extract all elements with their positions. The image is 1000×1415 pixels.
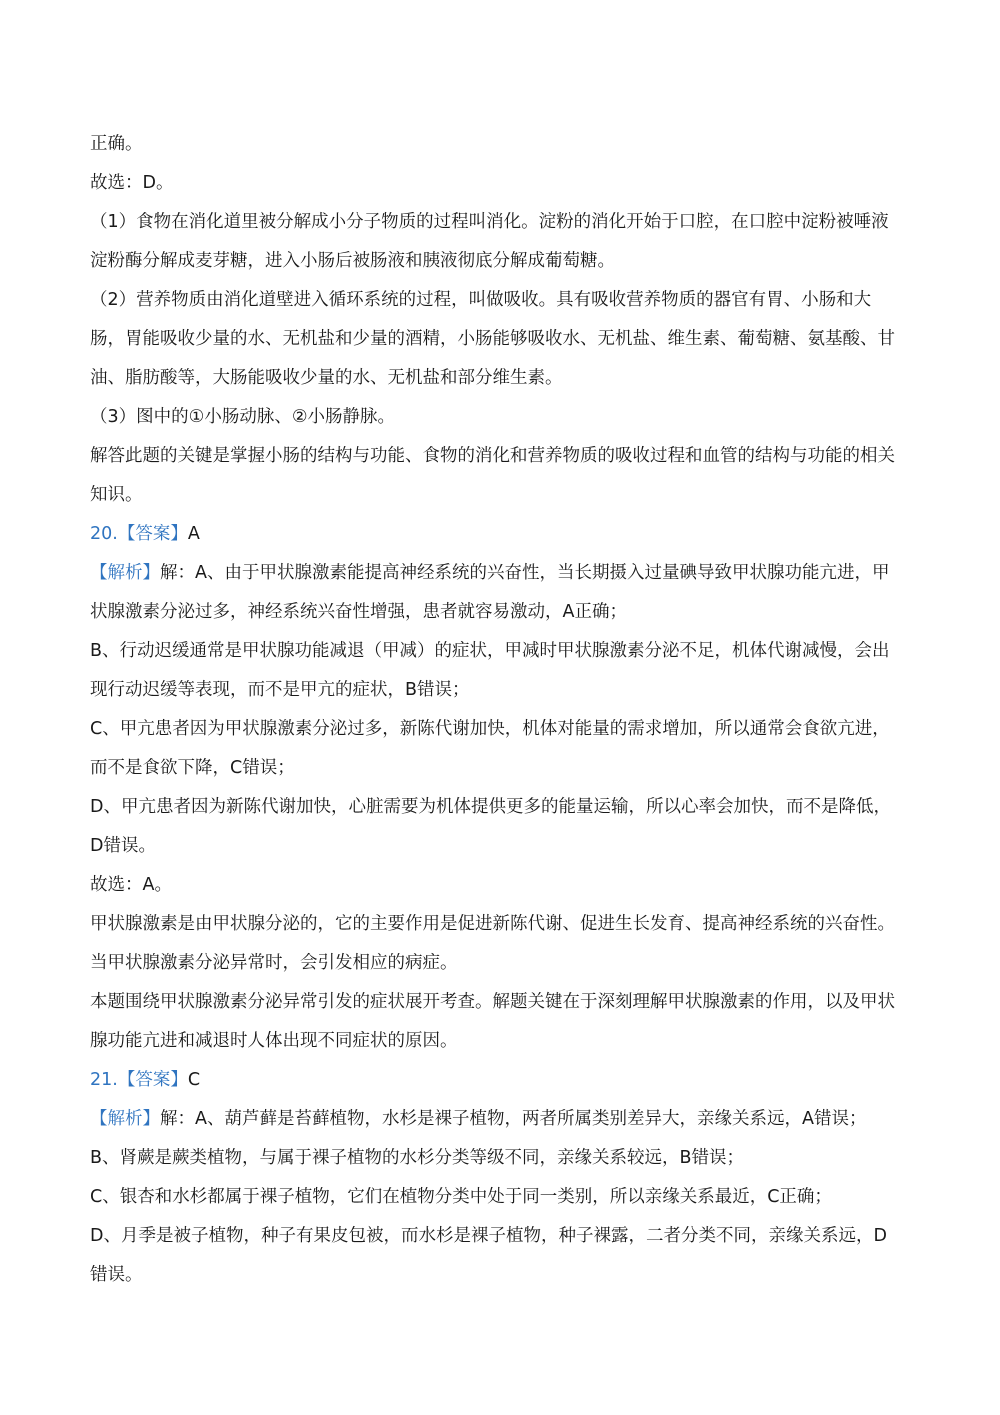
text-line: （2）营养物质由消化道壁进入循环系统的过程，叫做吸收。具有吸收营养物质的器官有胃、小肠和大 [90, 290, 872, 310]
answer-label: 21.【答案】 [90, 1070, 188, 1090]
text-line: 现行动迟缓等表现，而不是甲亢的症状，B错误； [90, 680, 470, 700]
answer-label: 20.【答案】 [90, 524, 188, 544]
question-21-heading [90, 1061, 905, 1100]
analysis-label: 【解析】 [90, 563, 160, 583]
text-line: B、肾蕨是蕨类植物，与属于裸子植物的水杉分类等级不同，亲缘关系较远，B错误； [90, 1148, 745, 1168]
question-21-analysis [90, 1100, 905, 1139]
text-line: B、行动迟缓通常是甲状腺功能减退（甲减）的症状，甲减时甲状腺激素分泌不足，机体代谢减慢，会出 [90, 641, 890, 661]
text-line: C、甲亢患者因为甲状腺激素分泌过多，新陈代谢加快，机体对能量的需求增加，所以通常会食欲亢进， [90, 719, 890, 739]
text-line: 故选：D。 [90, 173, 174, 193]
text-line: 甲状腺激素是由甲状腺分泌的，它的主要作用是促进新陈代谢、促进生长发育、提高神经系统的兴奋性。 [90, 914, 895, 934]
text-line: 错误。 [90, 1265, 143, 1285]
analysis-text: 解：A、葫芦藓是苔藓植物，水杉是裸子植物，两者所属类别差异大，亲缘关系远，A错误； [160, 1109, 867, 1129]
text-line: 当甲状腺激素分泌异常时，会引发相应的病症。 [90, 953, 458, 973]
text-line: 本题围绕甲状腺激素分泌异常引发的症状展开考查。解题关键在于深刻理解甲状腺激素的作用，以及甲状 [90, 992, 895, 1012]
text-line: C、银杏和水杉都属于裸子植物，它们在植物分类中处于同一类别，所以亲缘关系最近，C正确； [90, 1187, 832, 1207]
analysis-text: 解：A、由于甲状腺激素能提高神经系统的兴奋性，当长期摄入过量碘导致甲状腺功能亢进，甲 [160, 563, 890, 583]
answer-value: C [187, 1070, 201, 1090]
text-line: 而不是食欲下降，C错误； [90, 758, 295, 778]
text-line: D、月季是被子植物，种子有果皮包被，而水杉是裸子植物，种子裸露，二者分类不同，亲缘关系远，D [90, 1226, 887, 1246]
text-line: 故选：A。 [90, 875, 172, 895]
text-line: 解答此题的关键是掌握小肠的结构与功能、食物的消化和营养物质的吸收过程和血管的结构与功能的相关 [90, 446, 895, 466]
text-line: D错误。 [90, 836, 156, 856]
answer-value: A [187, 524, 200, 544]
text-line: D、甲亢患者因为新陈代谢加快，心脏需要为机体提供更多的能量运输，所以心率会加快，而不是降低， [90, 797, 891, 817]
text-line: 状腺激素分泌过多，神经系统兴奋性增强，患者就容易激动，A正确； [90, 602, 627, 622]
text-line: 肠，胃能吸收少量的水、无机盐和少量的酒精，小肠能够吸收水、无机盐、维生素、葡萄糖、氨基酸、甘 [90, 329, 895, 349]
text-line: （3）图中的①小肠动脉、②小肠静脉。 [90, 407, 396, 427]
text-line: （1）食物在消化道里被分解成小分子物质的过程叫消化。淀粉的消化开始于口腔，在口腔中淀粉被唾液 [90, 212, 889, 232]
question-20-heading [90, 515, 905, 554]
question-20-analysis [90, 554, 905, 593]
text-line: 知识。 [90, 485, 143, 505]
text-line: 腺功能亢进和减退时人体出现不同症状的原因。 [90, 1031, 458, 1051]
text-line: 油、脂肪酸等，大肠能吸收少量的水、无机盐和部分维生素。 [90, 368, 563, 388]
document-body [90, 125, 905, 1295]
analysis-label: 【解析】 [90, 1109, 160, 1129]
text-line: 正确。 [90, 134, 143, 154]
text-line: 淀粉酶分解成麦芽糖，进入小肠后被肠液和胰液彻底分解成葡萄糖。 [90, 251, 615, 271]
